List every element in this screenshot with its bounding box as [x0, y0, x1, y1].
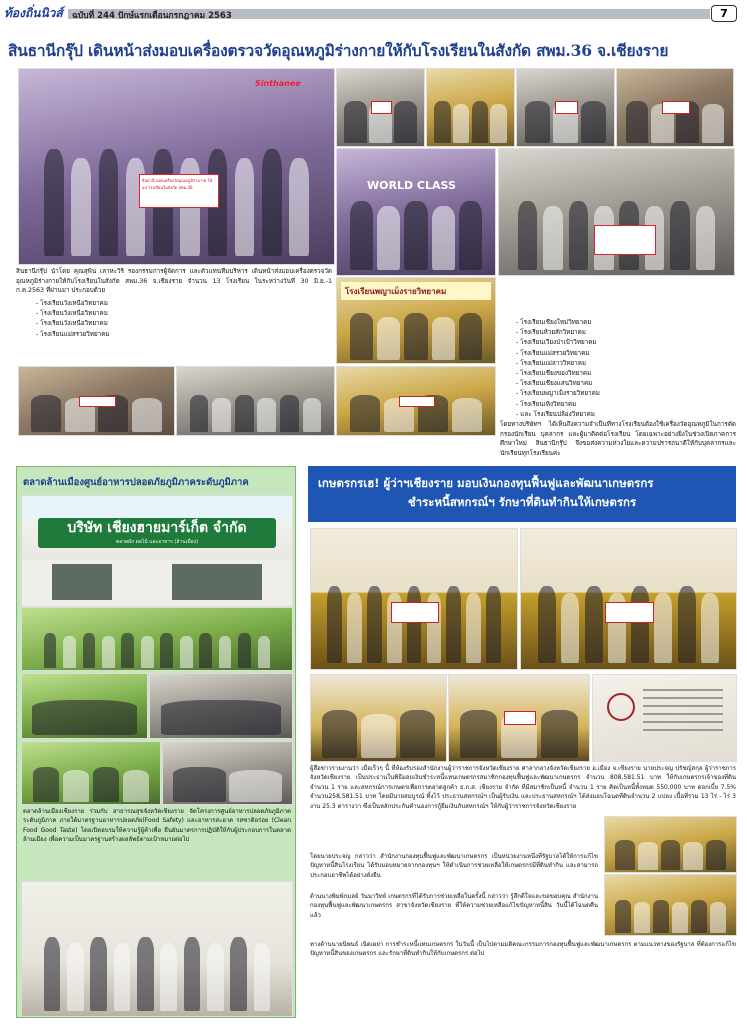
story1-photo-11	[336, 366, 496, 436]
story1-photo-8	[336, 277, 496, 364]
story1-main-photo	[18, 68, 335, 265]
story3-photo-4	[448, 674, 590, 762]
story3-photo-2	[520, 528, 737, 670]
story2-photo-4	[149, 673, 293, 739]
school-item: - โรงเรียนพญาเม็งรายวิทยาคม	[516, 390, 600, 398]
story1-photo-4	[516, 68, 615, 147]
story1-photo-7	[498, 148, 735, 276]
school-item: - โรงเรียนเชียงของวิทยาคม	[516, 370, 592, 378]
school-banner: โรงเรียนพญาเม็งรายวิทยาคม	[341, 282, 491, 300]
school-item: - โรงเรียนวังเหนือวิทยาคม	[36, 320, 108, 328]
story3-photo-1	[310, 528, 518, 670]
story3-photo-3	[310, 674, 447, 762]
logo-text: ท้องถิ่นนิวส์	[4, 6, 63, 20]
donation-sign-2	[594, 225, 656, 255]
school-item: - และ โรงเรียนปล้องวิทยาคม	[516, 410, 595, 418]
story3-para3: ด้านนางพิมพ์กมลย์ วันนาวิทย์ เกษตรกรที่ได้รับการช่วยเหลือในครั้งนี้ กล่าวว่า รู้สึกดีใจและขอขอบคุณ สำนักงานกองทุนฟื้นฟูและพัฒนาเกษตรกร สาขาจังหวัดเชียงราย ที่ให้ความช่วยเหลือแก้ไขปัญหาหนี้สิน วันนี้ได้โฉนดคืนแล้ว	[310, 893, 598, 919]
story3-headline-line1: เกษตรกรเฮ! ผู้ว่าฯเชียงราย มอบเงินกองทุนฟื้นฟูและพัฒนาเกษตรกร	[318, 476, 654, 490]
story1-photo-2	[336, 68, 425, 147]
story2-body: ตลาดล้านเมืองเชียงราย ร่วมกับ สาธารณสุขจังหวัดเชียงราย จัดโครงการศูนย์อาหารปลอดภัยภูมิภาคระดับภูมิภาค ภายใต้มาตรฐานอาหารปลอดภัย(Food Safety) และอาหารสะอาด รสชาติอร่อย (Clean Food Good Taste) โดยเปิดอบรมให้ความรู้ผู้ค้าเพื่อ ยืนยันมาตรการปฏิบัติให้กับผู้ประกอบการในตลาดล้านเมือง เพื่อความเป็นมาตรฐานสร้างผลลัพธ์ตามเป้าหมายต่อไป	[23, 808, 291, 844]
story2-building-photo	[21, 495, 293, 607]
story1-photo-5	[616, 68, 734, 147]
story1-closing: โดยทางบริษัทฯ ได้เห็นถึงความจำเป็นที่ทางโรงเรียนต้องใช้เครื่องวัดอุณหภูมิในการคัดกรองนักเรียน บุคลากร และผู้มาติดต่อโรงเรียน โดยเฉพาะอย่างยิ่งในช่วงเปิดภาคการศึกษาใหม่ สินธานีกรุ๊ป จึงขอส่งความห่วงใยและความปรารถนาดีให้กับบุคลากรและนักเรียนทุกโรงเรียนค่ะ	[500, 421, 736, 457]
donation-sign: สินธานี มอบเครื่องวัดอุณหภูมิร่างกาย ให้แก่ โรงเรียนในสังกัด สพม.36	[139, 174, 219, 208]
page-header	[0, 0, 747, 22]
story2-photo-6	[162, 741, 293, 805]
page-number: 7	[711, 5, 737, 22]
market-sign-text: บริษัท เชียงฮายมาร์เก็ต จำกัด	[67, 520, 247, 536]
story3-para2: โดยนายประจญ กล่าวว่า สำนักงานกองทุนฟื้นฟูและพัฒนาเกษตรกร เป็นหน่วยงานหนึ่งที่รัฐบาลได้ให้การแก้ไขปัญหาหนี้สินโรงเรียน ได้รับมอบหมายจากกองทุนฯ ให้ดำเนินการช่วยเหลือให้เกษตรกรมีที่ดินทำกิน และสามารถประกอบอาชีพได้อย่างยั่งยืน	[310, 853, 598, 879]
story1-photo-3	[426, 68, 515, 147]
story1-photo-9	[18, 366, 175, 436]
story3-para4: ทางด้านนายนิพนธ์ เนิดเผย่า การชำระหนี้แทนเกษตรกร ในวันนี้ เป็นไปตามมติคณะกรรมการกองทุนฟื้นฟูและพัฒนาเกษตรกร ตามแนวทางของรัฐบาล ที่ต้องการแก้ไขปัญหาหนี้สินของเกษตรกร และรักษาที่ดินทำกินให้กับเกษตรกร ต่อไป	[310, 941, 736, 958]
issue-label: ฉบับที่ 244 ปักษ์แรกเดือนกรกฎาคม 2563	[72, 11, 232, 21]
market-sign-sub: ตลาดผัก ผลไม้ และอาหาร (ล้านเมือง)	[115, 539, 199, 545]
story3-land-deed-photo	[592, 674, 737, 762]
sinthanee-logo: Sinthanee	[255, 79, 301, 88]
school-item: - โรงเรียนวังเหนือวิทยาคม	[36, 310, 108, 318]
story3-photo-5	[604, 816, 737, 873]
school-item: - โรงเรียนเชียงแสนวิทยาคม	[516, 380, 593, 388]
school-item: - โรงเรียนเชียงใหม่วิทยาคม	[516, 319, 592, 326]
deed-seal-icon	[607, 693, 635, 721]
story2-headline: ตลาดล้านเมืองศูนย์อาหารปลอดภัยภูมิภาคระดับภูมิภาค	[23, 477, 249, 488]
school-item: - โรงเรียนวังเหนือวิทยาคม	[36, 300, 108, 307]
story1-school-list-left	[36, 299, 326, 340]
school-item: - โรงเรียนแม่สรวยวิทยาคม	[36, 330, 110, 338]
story2-panel	[16, 466, 296, 1018]
market-sign	[38, 518, 276, 548]
story3-para1: ผู้สื่อข่าวรายงานว่า เมื่อเร็วๆ นี้ ที่ห้องรับรองสำนักงานผู้ว่าราชการจังหวัดเชียงราย ศาลากลางจังหวัดเชียงราย อ.เมือง จ.เชียงราย นายประจญ ปรัชญ์สกุล ผู้ว่าราชการจังหวัดเชียงราย เป็นประธานในพิธีมอบเงินชำระหนี้แทนเกษตรกรสมาชิกกองทุนฟื้นฟูและพัฒนาเกษตรกร จำนวน 808,581.51 บาท ให้กับเกษตรกรเจ้าของที่ดิน จำนวน 1 ราย และสหกรณ์การเกษตรเพื่อการตลาดลูกค้า ธ.ก.ส. เชียงราย จำกัด ที่มีสมาชิกเป็นหนี้ จำนวน 1 ราย คิดเป็นหนี้ทั้งหมด 550,000 บาท ดอกเบี้ย 7.5% จำนวน258,581.51 บาท โดยมีนายสมบูรณ์ ทิ้งไว้ ประธานสหกรณ์ฯ เป็นผู้รับเงิน และประธานสหกรณ์ฯ ได้ส่งมอบโฉนดที่ดินจำนวน 2 แปลง เนื้อที่รวม 13 ไร่ - ไร่ 3 งาน 25.3 ตารางวา ซึ่งเป็นหลักประกันคำนองการกู้ยืมเงินกับสหกรณ์ฯ ให้กับผู้ว่าราชการจังหวัดเชียงราย	[310, 765, 736, 810]
story1-photo-6	[336, 148, 496, 276]
school-item: - โรงเรียนแม่ลาววิทยาคม	[516, 359, 587, 367]
story1-photo-10	[176, 366, 335, 436]
story3-headline-box	[308, 466, 736, 522]
school-item: - โรงเรียนแม่สรวยวิทยาคม	[516, 349, 590, 357]
story2-photo-5	[21, 741, 161, 805]
school-item: - โรงเรียนเทิงวิทยาคม	[516, 400, 577, 408]
story1-school-list-right	[516, 318, 736, 420]
story2-photo-3	[21, 673, 148, 739]
story1-headline: สินธานีกรุ๊ป เดินหน้าส่งมอบเครื่องตรวจวัดอุณหภูมิร่างกายให้กับโรงเรียนในสังกัด สพม.36 จ.เชียงราย	[8, 41, 669, 60]
story3-headline-line2: ชำระหนี้สหกรณ์ฯ รักษาที่ดินทำกินให้เกษตรกร	[407, 495, 637, 509]
school-item: - โรงเรียนเวียงป่าเป้าวิทยาคม	[516, 339, 597, 347]
school-item: - โรงเรียนห้วยสักวิทยาคม	[516, 329, 586, 337]
story2-group-photo	[21, 607, 293, 671]
story1-body: สินธานีกรุ๊ป นำโดย คุณสุพิน เลาหะวิริ รองกรรมการผู้จัดการ และตัวแทนทีมบริหาร เดินหน้าส่งมอบเครื่องตรวจวัดอุณหภูมิร่างกายให้กับโรงเรียนในสังกัด สพม.36 จ.เชียงราย จำนวน 13 โรงเรียน ในระหว่างวันที่ 30 มิ.ย.-1 ก.ค.2563 ที่ผ่านมา ประกอบด้วย	[16, 268, 332, 295]
newspaper-logo	[4, 2, 68, 22]
world-class-banner: WORLD CLASS	[367, 179, 456, 192]
story2-photo-7	[21, 881, 293, 1017]
story3-photo-6	[604, 874, 737, 936]
